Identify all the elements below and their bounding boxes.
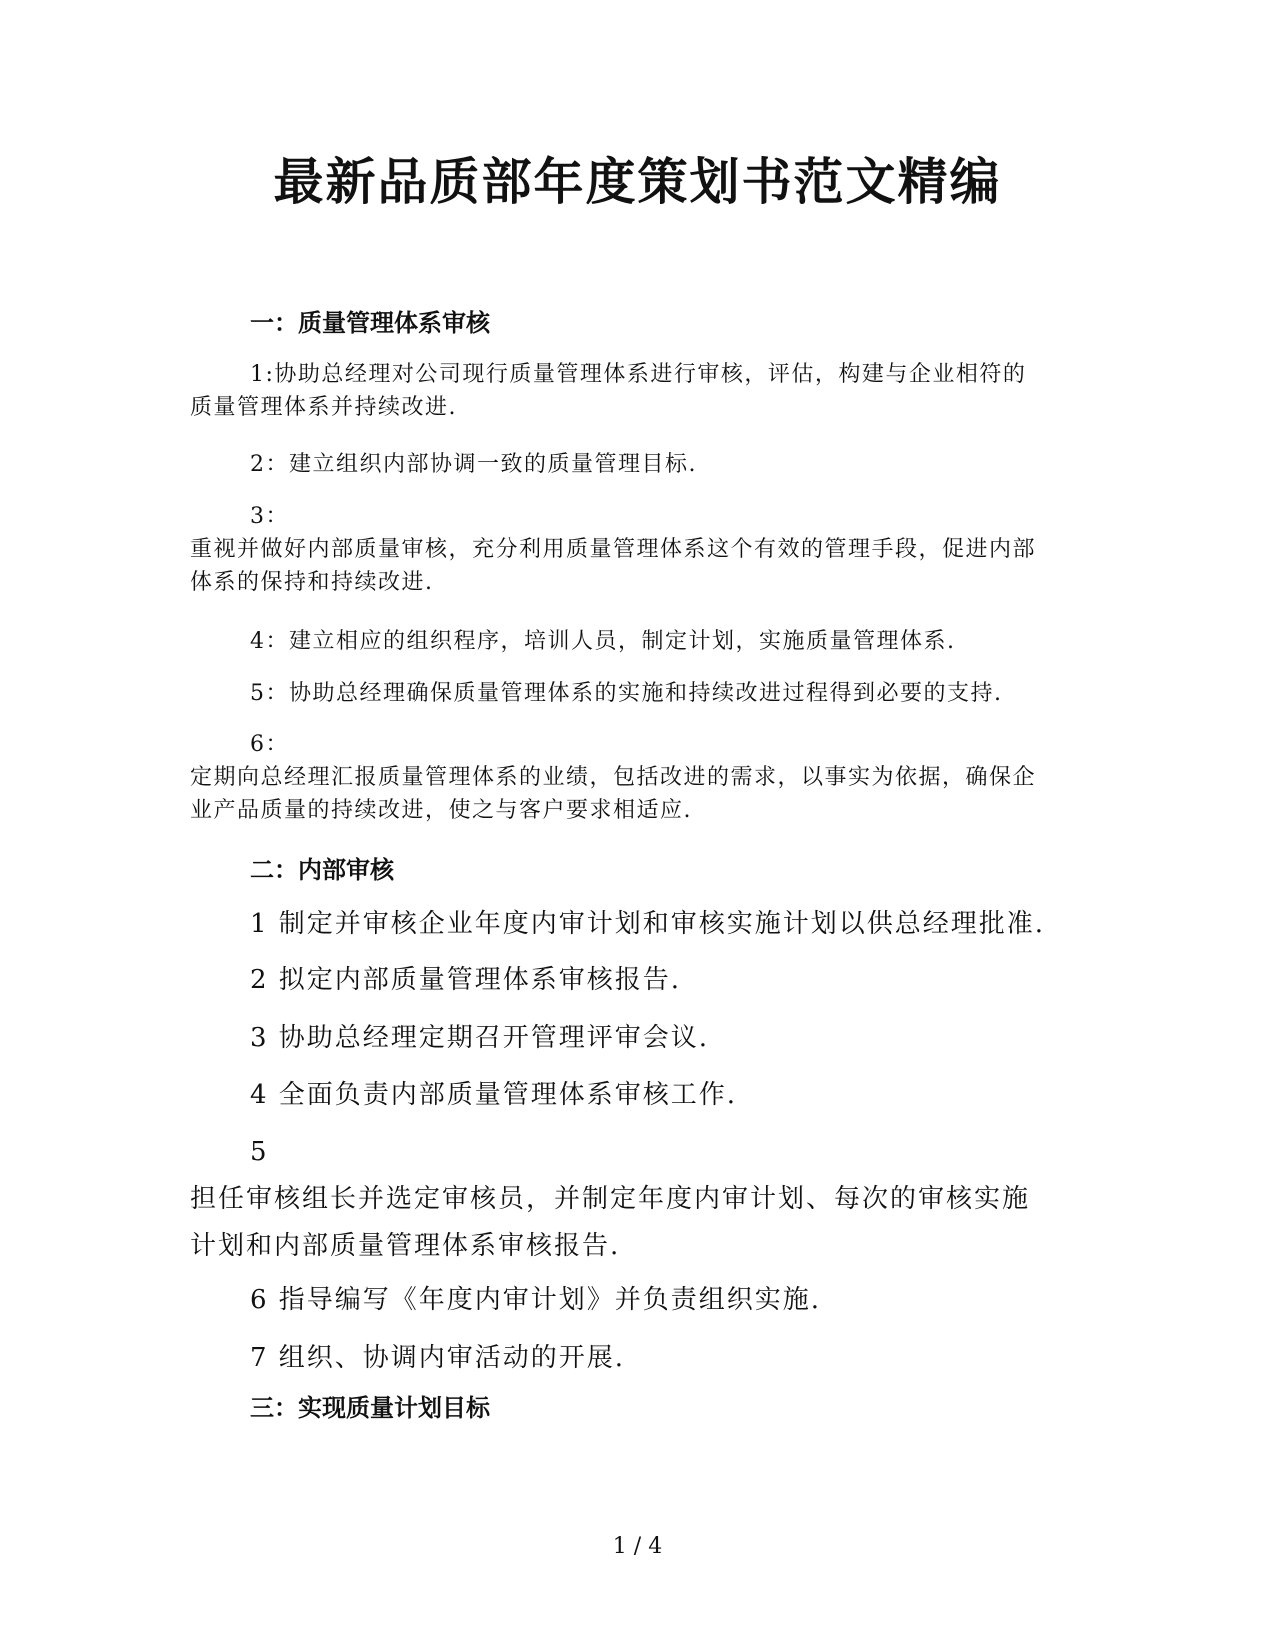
paragraph-number: 6： bbox=[250, 732, 289, 757]
list-item-number: 5 bbox=[250, 1137, 269, 1167]
paragraph-line: 定期向总经理汇报质量管理体系的业绩，包括改进的需求，以事实为依据，确保企 bbox=[190, 765, 1037, 790]
paragraph-3 bbox=[190, 500, 1090, 599]
paragraph-line: 重视并做好内部质量审核，充分利用质量管理体系这个有效的管理手段，促进内部 bbox=[190, 537, 1037, 562]
list-item-text: 7 组织、协调内审活动的开展. bbox=[250, 1343, 626, 1373]
list-item bbox=[190, 960, 1090, 1000]
paragraph-number: 3： bbox=[250, 504, 289, 529]
paragraph-4 bbox=[190, 625, 1090, 658]
list-item-text: 4 全面负责内部质量管理体系审核工作. bbox=[250, 1080, 738, 1110]
paragraph-6 bbox=[190, 728, 1090, 827]
list-item bbox=[190, 904, 1090, 944]
list-item-text: 计划和内部质量管理体系审核报告. bbox=[190, 1231, 621, 1261]
paragraph-line: 4：建立相应的组织程序，培训人员，制定计划，实施质量管理体系. bbox=[250, 629, 956, 654]
list-item bbox=[190, 1075, 1090, 1115]
page-number: 1 / 4 bbox=[612, 1534, 663, 1559]
paragraph-line: 体系的保持和持续改进. bbox=[190, 570, 434, 595]
list-item bbox=[190, 1132, 1090, 1266]
list-item bbox=[190, 1338, 1090, 1378]
paragraph-line: 2：建立组织内部协调一致的质量管理目标. bbox=[250, 452, 697, 477]
paragraph-line: 5：协助总经理确保质量管理体系的实施和持续改进过程得到必要的支持. bbox=[250, 681, 1003, 706]
list-item-text: 1 制定并审核企业年度内审计划和审核实施计划以供总经理批准. bbox=[250, 909, 1046, 939]
paragraph-line: 质量管理体系并持续改进. bbox=[190, 395, 457, 420]
paragraph-2 bbox=[190, 448, 1090, 481]
list-item-text: 担任审核组长并选定审核员，并制定年度内审计划、每次的审核实施 bbox=[190, 1184, 1031, 1214]
paragraph-1 bbox=[190, 358, 1090, 424]
list-item-text: 3 协助总经理定期召开管理评审会议. bbox=[250, 1023, 710, 1053]
section-heading-3: 三：实现质量计划目标 bbox=[250, 1393, 490, 1422]
paragraph-5 bbox=[190, 677, 1090, 710]
list-item bbox=[190, 1280, 1090, 1320]
list-item bbox=[190, 1018, 1090, 1058]
list-item-text: 2 拟定内部质量管理体系审核报告. bbox=[250, 965, 682, 995]
paragraph-line: 1:协助总经理对公司现行质量管理体系进行审核，评估，构建与企业相符的 bbox=[250, 362, 1027, 387]
list-item-text: 6 指导编写《年度内审计划》并负责组织实施. bbox=[250, 1285, 822, 1315]
section-heading-2: 二：内部审核 bbox=[250, 855, 394, 884]
paragraph-line: 业产品质量的持续改进，使之与客户要求相适应. bbox=[190, 798, 692, 823]
section-heading-1: 一：质量管理体系审核 bbox=[250, 308, 490, 337]
document-title: 最新品质部年度策划书范文精编 bbox=[273, 152, 1002, 211]
